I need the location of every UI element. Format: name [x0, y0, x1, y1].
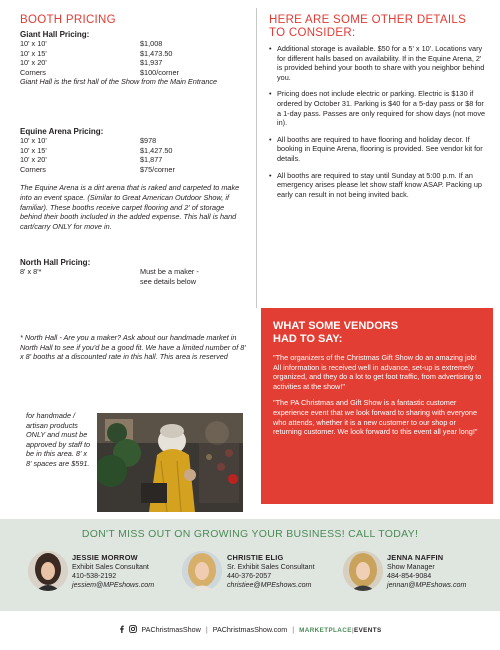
facebook-icon[interactable] — [118, 625, 125, 635]
brand-logo — [299, 627, 381, 634]
north-hall-section — [20, 258, 250, 286]
contact-role: Sr. Exhibit Sales Consultant — [227, 562, 315, 571]
north-hall-footnote-side: for handmade / artisan products ONLY and must be approved by staff to be in this area. 8' x 8' spaces are $591. — [26, 411, 91, 468]
details-title-line2: TO CONSIDER: — [269, 26, 356, 39]
price-row — [20, 146, 250, 156]
price-row — [20, 165, 250, 175]
footer-separator: | — [292, 625, 295, 634]
details-title — [269, 14, 466, 39]
footer-separator: | — [205, 625, 208, 634]
price-note: see details below — [140, 276, 196, 286]
north-hall-heading: North Hall Pricing: — [20, 258, 91, 267]
price-row — [20, 155, 250, 165]
size-label: 10' x 20' — [20, 58, 47, 68]
price-row — [20, 277, 250, 287]
price-value: $100/corner — [140, 67, 179, 77]
contact-name: CHRISTIE ELIG — [227, 553, 284, 562]
details-list — [268, 44, 486, 206]
size-label: 10' x 15' — [20, 48, 47, 58]
contact-email[interactable]: jessiem@MPEshows.com — [72, 581, 155, 590]
contact-card — [387, 553, 497, 590]
equine-arena-section — [20, 127, 250, 231]
brand-logo-part: MARKETPLACE — [299, 627, 352, 634]
price-value: $978 — [140, 136, 157, 145]
column-divider — [256, 8, 257, 308]
equine-arena-heading: Equine Arena Pricing: — [20, 127, 104, 136]
price-row — [20, 267, 250, 277]
price-row — [20, 136, 250, 146]
details-bullet: • Additional storage is available. $50 for a 5' x 10'. Locations vary for different halls based on availability. If in the Equine Arena, 2' is provided behind your booth to share with you neighbor behind you. — [268, 44, 486, 82]
giant-hall-section — [20, 30, 250, 87]
testimonials-title-line1: WHAT SOME VENDORS — [273, 320, 399, 332]
size-label: 10' x 10' — [20, 39, 47, 48]
cta-heading: DON'T MISS OUT ON GROWING YOUR BUSINESS! CALL TODAY! — [81, 528, 419, 540]
contact-email[interactable]: jennan@MPEshows.com — [387, 581, 467, 590]
testimonials-box — [261, 308, 493, 504]
contact-phone[interactable]: 484-854-9084 — [387, 571, 432, 580]
price-value: $1,473.50 — [140, 48, 173, 58]
equine-arena-note: The Equine Arena is a dirt arena that is raked and carpeted to make into an event space. (Similar to Great American Outdoor Show, if familiar). These booths receive carpet flooring and 2' of storage behind their booth included in the added expense. This hall is hand cart/carry ONLY for move in. — [20, 183, 240, 231]
size-label: 10' x 10' — [20, 136, 47, 145]
avatar — [343, 551, 383, 591]
price-value: Must be a maker - — [140, 267, 199, 276]
price-row — [20, 49, 250, 59]
contact-email[interactable]: christiee@MPEshows.com — [227, 581, 312, 590]
contact-role: Exhibit Sales Consultant — [72, 562, 149, 571]
size-label: Corners — [20, 164, 46, 174]
testimonial-quote: "The organizers of the Christmas Gift Show do an amazing job! All information is received well in advance, set-up is extremely organized, and they do a lot to get foot traffic, from advertising to activities at the show!" — [273, 353, 482, 391]
avatar — [28, 551, 68, 591]
giant-hall-note: Giant Hall is the first hall of the Show from the Main Entrance — [20, 77, 218, 87]
size-label: 10' x 15' — [20, 145, 47, 155]
details-bullet: • All booths are required to stay until Sunday at 5:00 p.m. If an emergency arises please let show staff know ASAP. Packing up early can result in not being invited back. — [268, 171, 486, 200]
instagram-icon[interactable] — [129, 625, 137, 635]
booth-pricing-title: BOOTH PRICING — [20, 14, 116, 26]
contact-name: JESSIE MORROW — [72, 553, 138, 562]
testimonial-quote: "The PA Christmas and Gift Show is a fantastic customer experience event that we look forward to sharing with everyone who attends, whether it is a new customer to our shop or returning customer. We look forward to this event all year long!" — [273, 398, 478, 437]
contact-card — [227, 553, 339, 590]
price-value: $75/corner — [140, 164, 175, 174]
price-value: $1,427.50 — [140, 145, 173, 155]
contact-name: JENNA NAFFIN — [387, 553, 444, 562]
contact-role: Show Manager — [387, 562, 435, 571]
brand-logo-divider: | — [351, 627, 354, 634]
price-value: $1,937 — [140, 58, 163, 68]
size-label: 8' x 8'* — [20, 267, 42, 276]
contact-phone[interactable]: 440-376-2057 — [227, 571, 272, 580]
footer — [0, 625, 500, 635]
brand-logo-part: EVENTS — [353, 627, 382, 634]
size-label: Corners — [20, 67, 46, 77]
contact-phone[interactable]: 410-538-2192 — [72, 571, 117, 580]
price-row — [20, 58, 250, 68]
testimonials-title-line2: HAD TO SAY: — [273, 332, 343, 345]
size-label: 10' x 20' — [20, 155, 47, 165]
price-value: $1,877 — [140, 155, 163, 165]
price-row — [20, 68, 250, 78]
details-title-line1: HERE ARE SOME OTHER DETAILS — [269, 14, 467, 26]
giant-hall-heading: Giant Hall Pricing: — [20, 30, 90, 39]
price-value: $1,008 — [140, 39, 163, 48]
website-link[interactable]: PAChristmasShow.com — [212, 625, 288, 634]
social-handle[interactable]: PAChristmasShow — [141, 625, 201, 634]
avatar — [182, 551, 222, 591]
north-hall-footnote: * North Hall - Are you a maker? Ask about our handmade market in North Hall to see if you'd be a good fit. We have a limited number of 8' x 8' booths at a discounted rate in this hall. This area is reserved — [20, 333, 246, 362]
contact-card — [72, 553, 182, 590]
details-bullet: • Pricing does not include electric or parking. Electric is $130 if ordered by October 31. Parking is $40 for a 5-day pass or $8 for a 1-day pass. Passes are only required for show days (not move in). — [268, 89, 486, 127]
shopper-photo — [97, 413, 243, 512]
price-row — [20, 39, 250, 49]
details-bullet: • All booths are required to have flooring and holiday decor. If booking in Equine Arena, flooring is provided. See vendor kit for details. — [268, 135, 486, 164]
